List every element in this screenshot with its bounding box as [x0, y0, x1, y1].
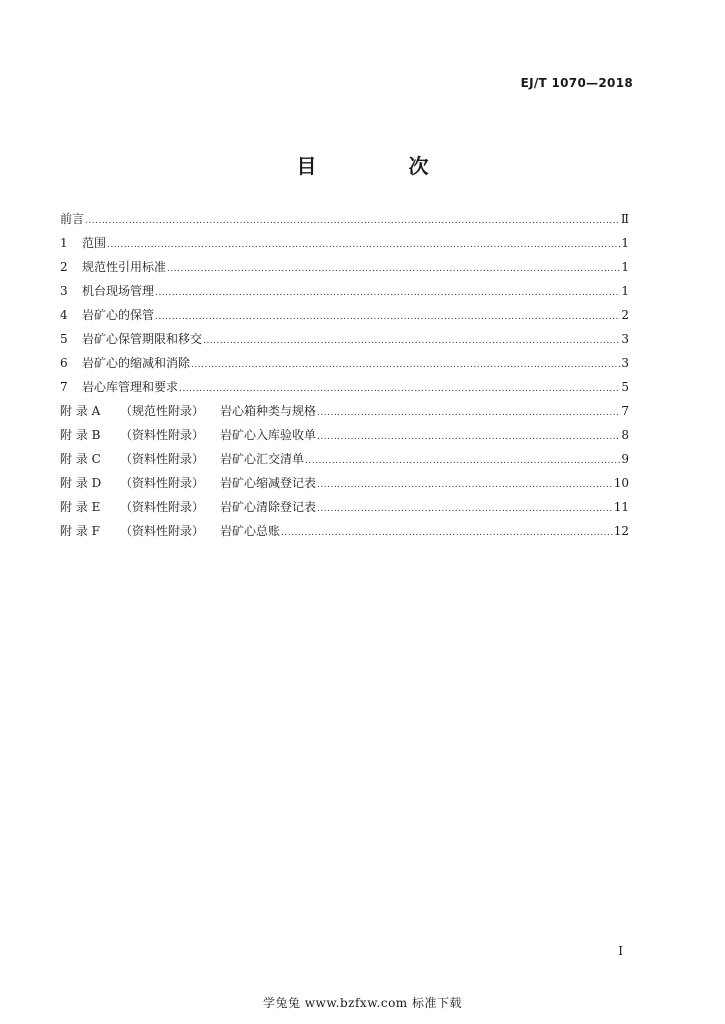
appendix-type: （资料性附录）: [120, 500, 205, 514]
appendix-title: 岩矿心汇交清单: [220, 452, 305, 466]
toc-entry[interactable]: [60, 231, 629, 255]
appendix-title: 岩矿心入库验收单: [220, 428, 317, 442]
appendix-label: 附 录 C: [60, 452, 101, 466]
appendix-page: 12: [613, 524, 629, 538]
leader-dots: [107, 233, 620, 257]
page-title: 目 次: [296, 154, 465, 178]
watermark-text: 学兔兔 www.bzfxw.com 标准下载: [262, 996, 463, 1010]
toc-entry-number: 7: [60, 380, 68, 394]
leader-dots: [281, 521, 613, 545]
toc-entry-label: 机台现场管理: [82, 284, 155, 298]
leader-dots: [155, 305, 620, 329]
toc-entry-label: 规范性引用标准: [82, 260, 167, 274]
appendix-label: 附 录 B: [60, 428, 101, 442]
toc-entry-label: 岩矿心的保管: [82, 308, 155, 322]
appendix-title: 岩矿心缩减登记表: [220, 476, 317, 490]
table-of-contents: [60, 207, 629, 543]
leader-dots: [203, 329, 620, 353]
leader-dots: [85, 209, 620, 233]
toc-entry[interactable]: [60, 279, 629, 303]
toc-appendix-entry[interactable]: [60, 399, 629, 423]
toc-appendix-entry[interactable]: [60, 471, 629, 495]
appendix-page: 7: [621, 404, 629, 418]
appendix-label: 附 录 F: [60, 524, 100, 538]
toc-entry-page: 3: [621, 356, 629, 370]
toc-entry-page: 5: [621, 380, 629, 394]
toc-appendix-entry[interactable]: [60, 423, 629, 447]
leader-dots: [317, 497, 613, 521]
toc-entry-page: 2: [621, 308, 629, 322]
appendix-type: （资料性附录）: [120, 524, 205, 538]
toc-entry-number: 5: [60, 332, 68, 346]
toc-entry[interactable]: [60, 303, 629, 327]
appendix-page: 8: [621, 428, 629, 442]
appendix-title: 岩矿心清除登记表: [220, 500, 317, 514]
appendix-label: 附 录 E: [60, 500, 101, 514]
leader-dots: [155, 281, 620, 305]
leader-dots: [317, 425, 620, 449]
toc-entry-number: 1: [60, 236, 68, 250]
toc-entry-page: 1: [621, 236, 629, 250]
toc-entry-page: 1: [621, 260, 629, 274]
leader-dots: [317, 401, 620, 425]
toc-entry-label: 岩矿心的缩减和消除: [82, 356, 191, 370]
toc-entry-number: 3: [60, 284, 68, 298]
toc-entry-label: 前言: [60, 212, 85, 226]
leader-dots: [167, 257, 620, 281]
appendix-label: 附 录 D: [60, 476, 102, 490]
appendix-title: 岩矿心总账: [220, 524, 281, 538]
appendix-type: （规范性附录）: [120, 404, 205, 418]
standard-code: EJ/T 1070—2018: [520, 76, 633, 90]
appendix-page: 9: [621, 452, 629, 466]
appendix-page: 10: [613, 476, 629, 490]
toc-entry-number: 4: [60, 308, 68, 322]
toc-appendix-entry[interactable]: [60, 519, 629, 543]
toc-entry[interactable]: [60, 255, 629, 279]
appendix-type: （资料性附录）: [120, 452, 205, 466]
appendix-page: 11: [613, 500, 629, 514]
toc-entry-number: 2: [60, 260, 68, 274]
toc-entry[interactable]: [60, 375, 629, 399]
leader-dots: [305, 449, 620, 473]
leader-dots: [317, 473, 613, 497]
toc-entry-label: 岩心库管理和要求: [82, 380, 179, 394]
toc-entry-page: Ⅱ: [620, 212, 629, 226]
appendix-type: （资料性附录）: [120, 428, 205, 442]
page-number: I: [618, 944, 623, 958]
toc-entry-page: 1: [621, 284, 629, 298]
toc-appendix-entry[interactable]: [60, 447, 629, 471]
toc-appendix-entry[interactable]: [60, 495, 629, 519]
appendix-label: 附 录 A: [60, 404, 101, 418]
appendix-type: （资料性附录）: [120, 476, 205, 490]
appendix-title: 岩心箱种类与规格: [220, 404, 317, 418]
leader-dots: [191, 353, 620, 377]
leader-dots: [179, 377, 620, 401]
toc-entry[interactable]: [60, 207, 629, 231]
toc-entry-label: 岩矿心保管期限和移交: [82, 332, 203, 346]
toc-entry[interactable]: [60, 327, 629, 351]
toc-entry[interactable]: [60, 351, 629, 375]
toc-entry-page: 3: [621, 332, 629, 346]
toc-entry-label: 范围: [82, 236, 107, 250]
toc-entry-number: 6: [60, 356, 68, 370]
